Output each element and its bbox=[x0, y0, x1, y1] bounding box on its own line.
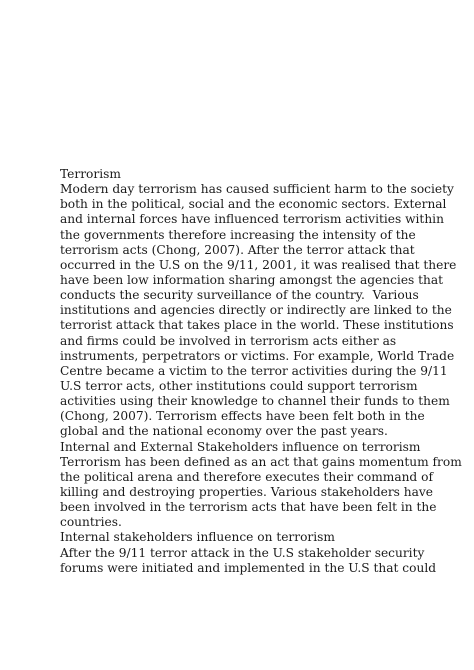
text-line: After the 9/11 terror attack in the U.S stakeholder security bbox=[60, 545, 425, 560]
text-line: institutions and agencies directly or indirectly are linked to the bbox=[60, 303, 452, 318]
section-heading: Internal and External Stakeholders influence on terrorism bbox=[60, 439, 421, 454]
text-line: terrorist attack that takes place in the world. These institutions bbox=[60, 318, 454, 333]
subsection-heading: Internal stakeholders influence on terrorism bbox=[60, 530, 335, 545]
text-line: (Chong, 2007). Terrorism effects have been felt both in the bbox=[60, 409, 425, 424]
text-line: activities using their knowledge to channel their funds to them bbox=[60, 394, 450, 409]
document-body bbox=[60, 167, 470, 576]
text-line: global and the national economy over the past years. bbox=[60, 424, 388, 439]
text-line: both in the political, social and the economic sectors. External bbox=[60, 197, 447, 212]
text-line: countries. bbox=[60, 515, 122, 530]
text-line: Modern day terrorism has caused sufficient harm to the society bbox=[60, 182, 454, 197]
text-line: instruments, perpetrators or victims. For example, World Trade bbox=[60, 348, 455, 363]
text-line: and firms could be involved in terrorism acts either as bbox=[60, 333, 397, 348]
document-heading: Terrorism bbox=[60, 167, 121, 181]
text-line: have been low information sharing amongst the agencies that bbox=[60, 272, 444, 287]
text-line: conducts the security surveillance of the country. Various bbox=[60, 288, 419, 303]
text-line: terrorism acts (Chong, 2007). After the terror attack that bbox=[60, 242, 415, 257]
text-line: occurred in the U.S on the 9/11, 2001, it was realised that there bbox=[60, 257, 457, 272]
text-line: forums were initiated and implemented in the U.S that could bbox=[60, 560, 437, 575]
text-line: the political arena and therefore executes their command of bbox=[60, 469, 433, 484]
text-line: been involved in the terrorism acts that have been felt in the bbox=[60, 500, 437, 515]
text-line: the governments therefore increasing the intensity of the bbox=[60, 227, 416, 242]
text-line: killing and destroying properties. Various stakeholders have bbox=[60, 484, 434, 499]
text-line: and internal forces have influenced terrorism activities within bbox=[60, 212, 444, 227]
text-line: Terrorism has been defined as an act that gains momentum from bbox=[60, 454, 462, 469]
text-line: U.S terror acts, other institutions could support terrorism bbox=[60, 378, 418, 393]
text-line: Centre became a victim to the terror activities during the 9/11 bbox=[60, 363, 448, 378]
